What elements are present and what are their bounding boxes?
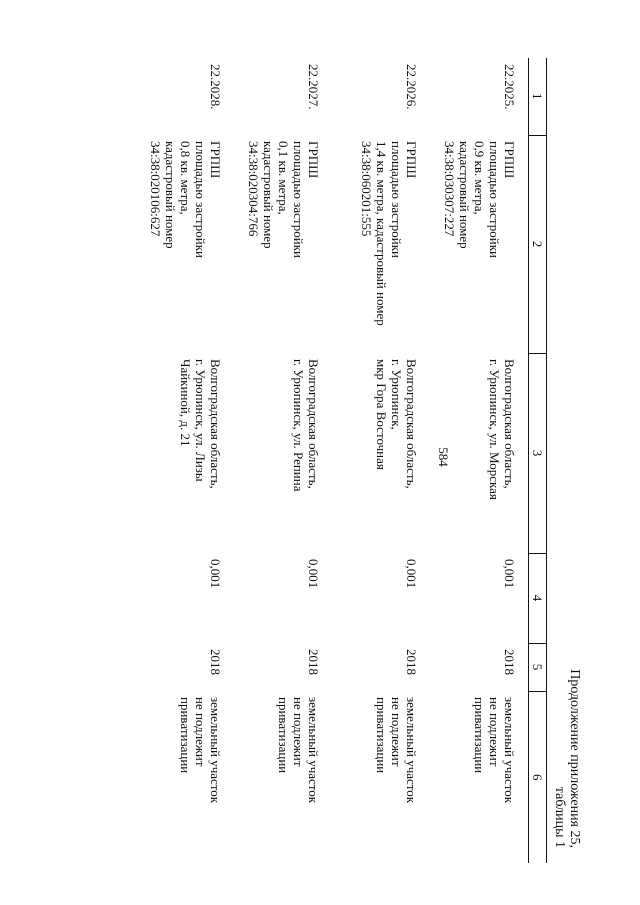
note-line: не подлежит [389,697,405,767]
object-cell [333,135,431,353]
note-line: приватизации [276,697,292,774]
object-line: ГРПШ [208,141,224,179]
header-cell: 6 [529,691,547,863]
address-line: г. Урюпинск, ул. Морская [487,359,502,500]
object-line: 1,4 кв. метра, кадастровый номер [374,141,390,326]
note-line: земельный участок [208,697,224,804]
object-line: ГРПШ [404,141,420,179]
year-cell: 2018 [404,649,420,675]
area-cell: 0,001 [208,559,224,589]
note-line: не подлежит [487,697,502,767]
header-cell: 4 [529,553,547,643]
note-cell [235,691,333,863]
address-line: г. Урюпинск, [389,359,405,430]
address-line: Волгоградская область, [208,359,224,489]
note-cell [431,691,529,863]
object-line: 34:38:020106:627 [148,141,164,237]
address-line: мкр Гора Восточная [374,359,390,470]
note-line: приватизации [374,697,390,774]
object-line: кадастровый номер [457,141,472,249]
note-line: приватизации [472,697,487,774]
table-body [137,58,529,863]
object-line: площадью застройки [487,141,502,258]
year-cell: 2018 [502,649,517,675]
object-line: площадью застройки [291,141,307,258]
address-line: г. Урюпинск, ул. Лизы [193,359,209,482]
page-number: 584 [436,447,451,467]
header-cell: 1 [529,58,547,135]
area-cell: 0,001 [306,559,322,589]
year-cell: 2018 [208,649,224,675]
object-line: 34:38:060201:555 [359,141,375,237]
note-line: земельный участок [404,697,420,804]
object-line: 34:38:020304:766 [246,141,262,237]
object-line: ГРПШ [306,141,322,179]
table-row [333,58,431,863]
property-table [137,58,548,863]
note-line: не подлежит [193,697,209,767]
address-cell [235,353,333,553]
note-cell [333,691,431,863]
table-row [431,58,529,863]
table-caption [552,548,582,848]
year-cell: 2018 [306,649,322,675]
address-line: г. Урюпинск, ул. Репина [291,359,307,492]
object-line: кадастровый номер [261,141,277,249]
note-line: земельный участок [502,697,517,804]
address-cell [431,353,529,553]
object-line: ГРПШ [502,141,517,179]
table-row [235,58,333,863]
note-line: не подлежит [291,697,307,767]
caption-line-2: таблицы 1 [552,786,567,848]
note-line: земельный участок [306,697,322,804]
object-line: 0,1 кв. метра, [276,141,292,215]
address-line: Волгоградская область, [502,359,517,489]
row-number-cell: 22.2027. [306,64,322,110]
object-line: кадастровый номер [163,141,179,249]
caption-line-1: Продолжение приложения 25, [567,669,582,848]
table-row [137,58,235,863]
object-line: 34:38:030307:227 [442,141,457,237]
header-cell: 5 [529,643,547,691]
address-cell [137,353,235,553]
object-line: площадью застройки [389,141,405,258]
object-line: 0,8 кв. метра, [178,141,194,215]
note-line: приватизации [178,697,194,774]
address-cell [333,353,431,553]
address-line: Волгоградская область, [306,359,322,489]
header-cell: 3 [529,353,547,553]
object-cell [235,135,333,353]
object-cell [431,135,529,353]
note-cell [137,691,235,863]
row-number-cell: 22.2028. [208,64,224,110]
header-cell: 2 [529,135,547,353]
row-number-cell: 22.2026. [404,64,420,110]
row-number-cell: 22.2025. [502,64,517,110]
area-cell: 0,001 [404,559,420,589]
area-cell: 0,001 [502,559,517,589]
object-line: площадью застройки [193,141,209,258]
object-line: 0,9 кв. метра, [472,141,487,215]
address-line: Волгоградская область, [404,359,420,489]
object-cell [137,135,235,353]
address-line: Чайкиной, д. 21 [178,359,194,447]
table-header-row [529,58,547,863]
